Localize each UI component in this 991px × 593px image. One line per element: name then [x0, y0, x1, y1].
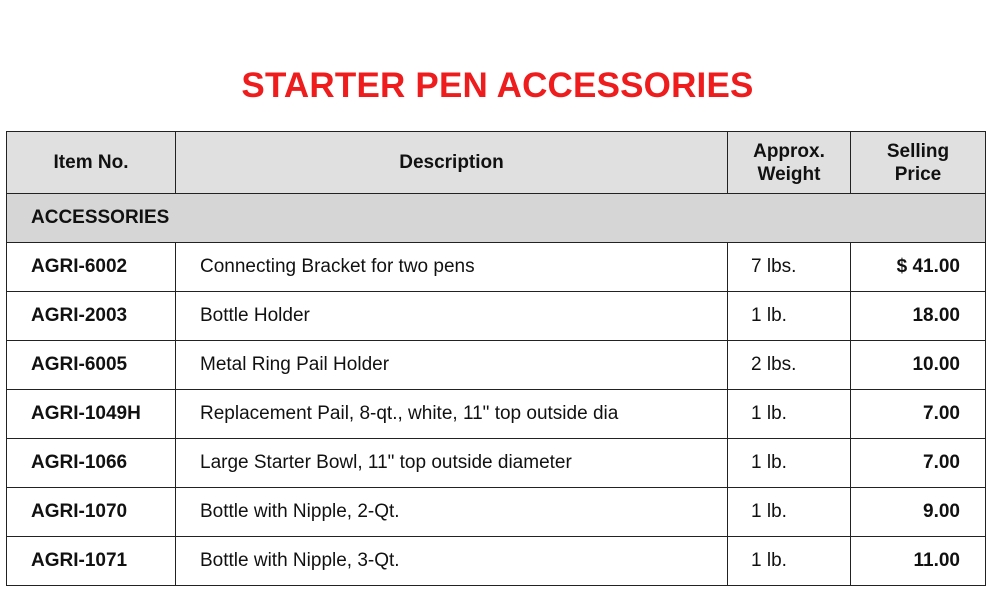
- description-cell: Metal Ring Pail Holder: [176, 341, 728, 390]
- weight-cell: 1 lb.: [728, 537, 851, 586]
- header-price-line1: Selling: [886, 140, 950, 162]
- table-row: [7, 537, 986, 586]
- description-cell: Connecting Bracket for two pens: [176, 243, 728, 292]
- price-cell: 11.00: [851, 537, 986, 586]
- header-price-line2: Price: [894, 163, 942, 185]
- header-selling-price: [851, 132, 986, 194]
- section-label: ACCESSORIES: [7, 194, 986, 243]
- header-approx-weight: [728, 132, 851, 194]
- weight-cell: 2 lbs.: [728, 341, 851, 390]
- item-no-cell: AGRI-1071: [7, 537, 176, 586]
- item-no-cell: AGRI-6005: [7, 341, 176, 390]
- weight-cell: 1 lb.: [728, 439, 851, 488]
- weight-cell: 1 lb.: [728, 390, 851, 439]
- header-item-no: [7, 132, 176, 194]
- header-item-no-label: Item No.: [53, 152, 129, 173]
- table-row: [7, 292, 986, 341]
- weight-cell: 7 lbs.: [728, 243, 851, 292]
- price-cell: $ 41.00: [851, 243, 986, 292]
- item-no-cell: AGRI-1066: [7, 439, 176, 488]
- weight-cell: 1 lb.: [728, 488, 851, 537]
- price-cell: 9.00: [851, 488, 986, 537]
- table-row: [7, 439, 986, 488]
- table-header-row: [7, 132, 986, 194]
- header-description-label: Description: [399, 152, 504, 173]
- weight-cell: 1 lb.: [728, 292, 851, 341]
- table-row: [7, 243, 986, 292]
- description-cell: Bottle with Nipple, 3-Qt.: [176, 537, 728, 586]
- item-no-cell: AGRI-1049H: [7, 390, 176, 439]
- price-cell: 7.00: [851, 439, 986, 488]
- price-cell: 7.00: [851, 390, 986, 439]
- table-row: [7, 488, 986, 537]
- description-cell: Large Starter Bowl, 11" top outside diameter: [176, 439, 728, 488]
- item-no-cell: AGRI-6002: [7, 243, 176, 292]
- description-cell: Bottle with Nipple, 2-Qt.: [176, 488, 728, 537]
- price-cell: 10.00: [851, 341, 986, 390]
- item-no-cell: AGRI-1070: [7, 488, 176, 537]
- description-cell: Replacement Pail, 8-qt., white, 11" top outside dia: [176, 390, 728, 439]
- price-cell: 18.00: [851, 292, 986, 341]
- header-weight-line1: Approx.: [753, 140, 825, 162]
- table-row: [7, 341, 986, 390]
- header-description: [176, 132, 728, 194]
- table-row: [7, 390, 986, 439]
- header-weight-line2: Weight: [757, 163, 821, 185]
- page-title: STARTER PEN ACCESSORIES: [241, 66, 754, 105]
- item-no-cell: AGRI-2003: [7, 292, 176, 341]
- section-row: [7, 194, 986, 243]
- description-cell: Bottle Holder: [176, 292, 728, 341]
- price-table: [6, 131, 986, 586]
